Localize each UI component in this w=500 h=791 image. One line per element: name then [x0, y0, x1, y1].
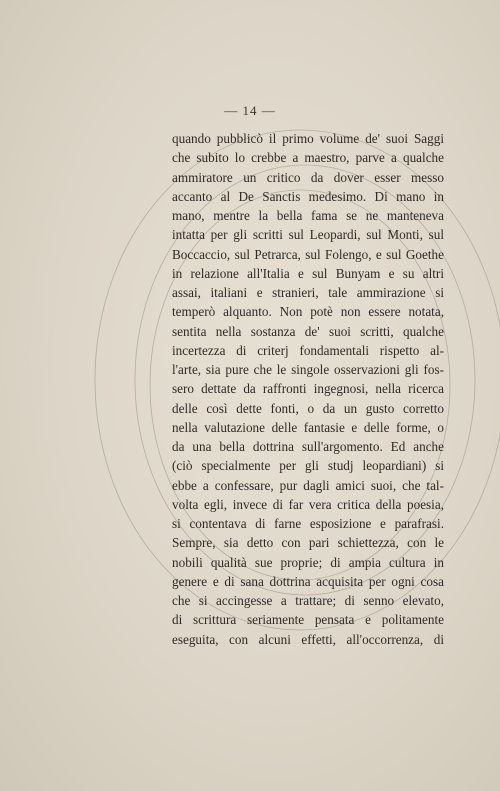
text-line: sentita nella sostanza de' suoi scritti, qualche [172, 323, 444, 339]
text-line: mano, mentre la bella fama se ne manteneva [172, 208, 444, 223]
text-line: (ciò specialmente per gli studj leopardiani) si [172, 458, 444, 474]
text-line: Boccaccio, sul Petrarca, sul Folengo, e sul Goethe [172, 246, 444, 262]
text-line: di scrittura seriamente pensata e politamente [172, 612, 444, 628]
text-line: Sempre, sia detto con pari schiettezza, con le [172, 535, 444, 551]
text-line: l'arte, sia pure che le singole osservazioni gli fos- [172, 362, 444, 377]
text-line: nella valutazione delle fantasie e delle forme, o [172, 419, 444, 435]
body-text [172, 129, 444, 649]
text-line: delle così dette fonti, o da un gusto corretto [172, 400, 444, 416]
text-line: si contentava di farne esposizione e parafrasi. [172, 516, 444, 531]
text-line: temperò alquanto. Non potè non essere notata, [172, 304, 444, 320]
text-line: che si accingesse a trattare; di senno elevato, [172, 593, 444, 608]
text-line: intatta per gli scritti sul Leopardi, sul Monti, sul [172, 227, 444, 243]
text-line: in relazione all'Italia e sul Bunyam e su altri [172, 265, 444, 281]
text-line: quando pubblicò il primo volume de' suoi Saggi [172, 131, 444, 146]
text-line: eseguita, con alcuni effetti, all'occorrenza, di [172, 631, 444, 647]
text-line: ammiratore un critico da dover esser messo [172, 169, 444, 185]
text-line: nobili qualità sue proprie; di ampia cultura in [172, 554, 444, 570]
page-number: — 14 — [224, 103, 276, 118]
text-line: incertezza di criterj fondamentali rispetto al- [172, 342, 444, 358]
text-line: accanto al De Sanctis medesimo. Di mano in [172, 188, 444, 204]
text-line: che subito lo crebbe a maestro, parve a qualche [172, 150, 444, 166]
text-line: volta egli, invece di far vera critica della poesia, [172, 496, 444, 512]
text-line: genere e di sana dottrina acquisita per ogni cosa [172, 573, 444, 589]
text-line: sero dettate da raffronti ingegnosi, nella ricerca [172, 381, 444, 397]
text-line: da una bella dottrina sull'argomento. Ed anche [172, 439, 444, 454]
text-line: ebbe a confessare, pur dagli amici suoi, che tal- [172, 477, 444, 493]
text-line: assai, italiani e stranieri, tale ammirazione si [172, 285, 444, 300]
